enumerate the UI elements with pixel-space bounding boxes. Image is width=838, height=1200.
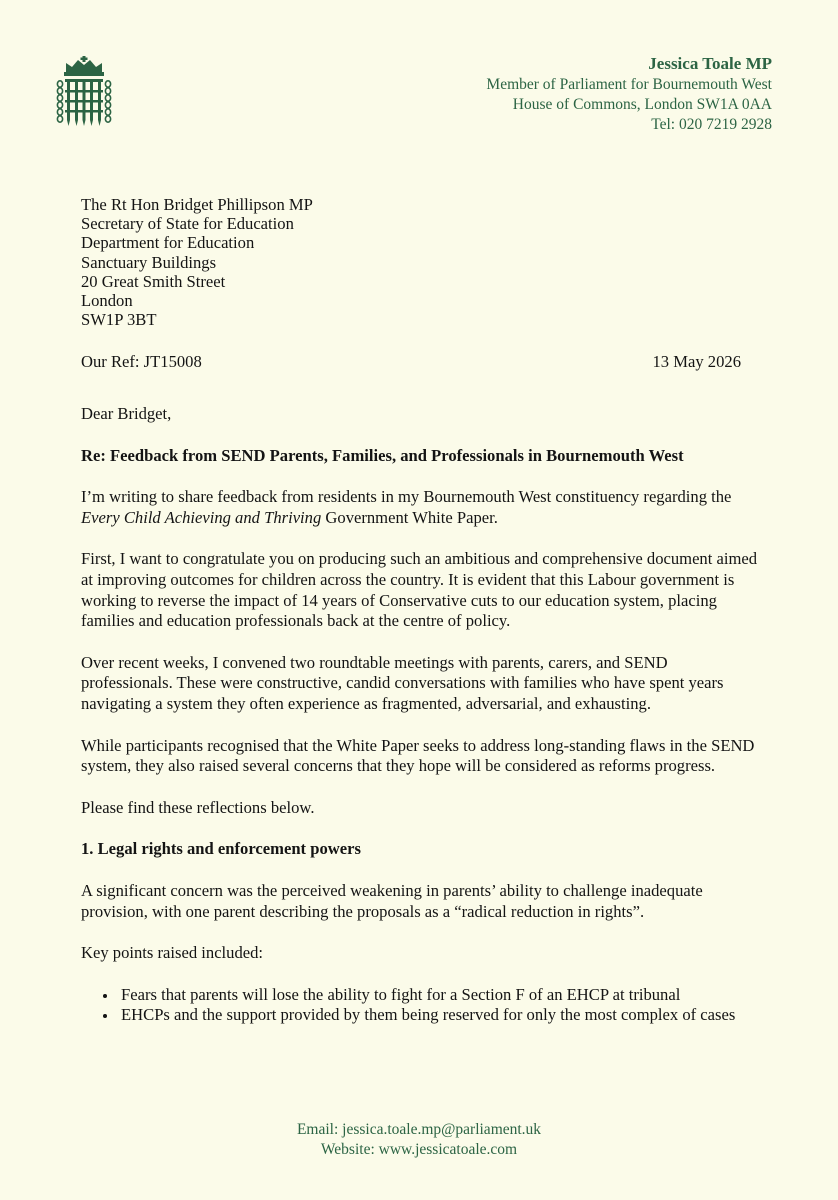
mp-telephone: Tel: 020 7219 2928	[651, 116, 772, 133]
recipient-line: Department for Education	[81, 233, 255, 253]
paragraph: Over recent weeks, I convened two roundtable meetings with parents, carers, and SEND professionals. These were constructive, candid conversations with families who have spent years navigating a system they often experience as fragmented, adversarial, and exhausting.	[81, 652, 724, 713]
recipient-line: London	[81, 291, 133, 311]
salutation: Dear Bridget,	[81, 404, 172, 423]
paragraph-intro	[81, 487, 761, 528]
bullet-list	[81, 985, 761, 1026]
portcullis-icon	[52, 56, 116, 132]
letterhead	[486, 53, 772, 135]
list-item: • EHCPs and the support provided by them being reserved for only the most complex of cases	[118, 1005, 761, 1026]
subject-line: Re: Feedback from SEND Parents, Families, and Professionals in Bournemouth West	[81, 445, 684, 465]
recipient-address	[81, 195, 313, 329]
white-paper-title: Every Child Achieving and Thriving	[81, 507, 322, 527]
paragraph: Key points raised included:	[81, 943, 264, 963]
section-heading: 1. Legal rights and enforcement powers	[81, 839, 361, 859]
recipient-line: The Rt Hon Bridget Phillipson MP	[81, 195, 313, 214]
paragraph: Please find these reflections below.	[81, 797, 315, 817]
reference-number: Our Ref: JT15008	[81, 352, 202, 371]
letter-body	[81, 404, 761, 1026]
paragraph-text: I’m writing to share feedback from residents in my Bournemouth West constituency regarding the	[81, 487, 732, 507]
reference-row	[81, 352, 741, 371]
recipient-line: Secretary of State for Education	[81, 214, 294, 234]
paragraph: First, I want to congratulate you on producing such an ambitious and comprehensive document aimed at improving outcomes for children across the country. It is evident that this Labour government is working to reverse the impact of 14 years of Conservative cuts to our education system, placing families and education professionals back at the centre of policy.	[81, 549, 758, 631]
recipient-line: Sanctuary Buildings	[81, 252, 217, 272]
letter-date: 13 May 2026	[652, 352, 741, 371]
recipient-line: 20 Great Smith Street	[81, 271, 226, 291]
paragraph: While participants recognised that the White Paper seeks to address long-standing flaws in the SEND system, they also raised several concerns that they hope will be considered as reforms progress.	[81, 735, 755, 776]
mp-name: Jessica Toale MP	[648, 54, 772, 73]
list-item: • Fears that parents will lose the ability to fight for a Section F of an EHCP at tribunal	[118, 985, 761, 1006]
footer-website: Website: www.jessicatoale.com	[320, 1140, 518, 1158]
paragraph: A significant concern was the perceived weakening in parents’ ability to challenge inadequate provision, with one parent describing the proposals as a “radical reduction in rights”.	[81, 880, 703, 921]
footer	[0, 1120, 838, 1159]
mp-constituency: Member of Parliament for Bournemouth West	[486, 76, 772, 93]
mp-address: House of Commons, London SW1A 0AA	[512, 96, 772, 113]
recipient-line: SW1P 3BT	[81, 310, 157, 330]
paragraph-text: Government White Paper.	[321, 507, 498, 527]
footer-email: Email: jessica.toale.mp@parliament.uk	[296, 1121, 542, 1138]
